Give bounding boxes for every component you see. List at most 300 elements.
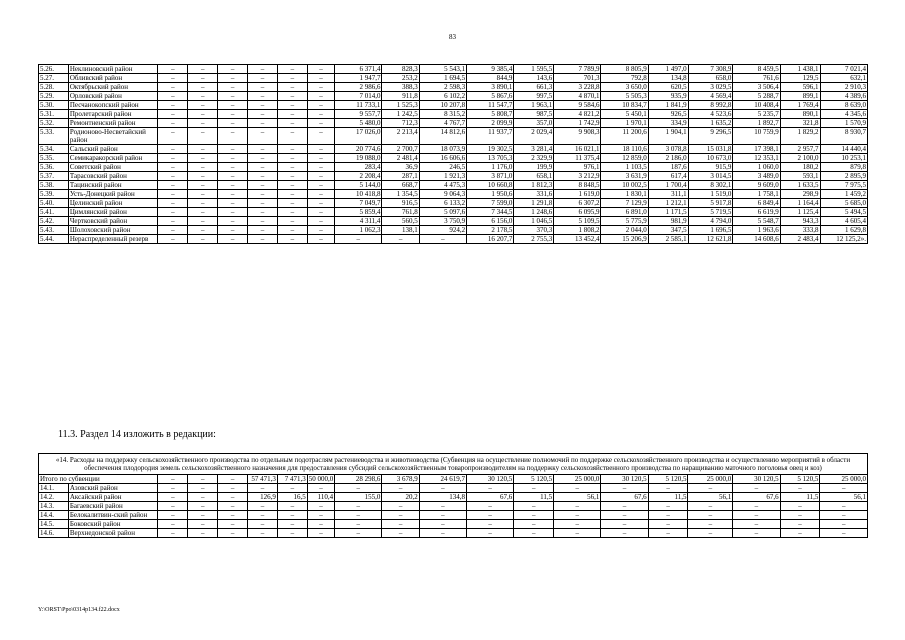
row-number: 5.34. bbox=[39, 145, 69, 154]
value-cell: 1 950,6 bbox=[467, 190, 514, 199]
value-cell: 1 060,0 bbox=[733, 163, 780, 172]
value-cell: 761,6 bbox=[733, 74, 780, 83]
value-cell: – bbox=[601, 484, 648, 493]
value-cell: 761,8 bbox=[382, 208, 419, 217]
total-value-cell: 5 120,5 bbox=[514, 475, 554, 484]
value-cell: 7 129,9 bbox=[601, 199, 648, 208]
value-cell: 6 371,4 bbox=[335, 65, 382, 74]
value-cell: – bbox=[158, 502, 188, 511]
value-cell: – bbox=[307, 92, 334, 101]
value-cell: 2 186,0 bbox=[648, 154, 688, 163]
value-cell: 620,5 bbox=[648, 83, 688, 92]
value-cell: – bbox=[188, 110, 218, 119]
value-cell: – bbox=[188, 199, 218, 208]
value-cell: 11 200,6 bbox=[601, 128, 648, 145]
value-cell: – bbox=[277, 83, 307, 92]
value-cell: 911,8 bbox=[382, 92, 419, 101]
value-cell: 6 619,9 bbox=[733, 208, 780, 217]
value-cell: 6 891,0 bbox=[601, 208, 648, 217]
value-cell: – bbox=[248, 190, 278, 199]
value-cell: – bbox=[158, 520, 188, 529]
value-cell: – bbox=[514, 502, 554, 511]
total-value-cell: 25 000,0 bbox=[554, 475, 601, 484]
value-cell: 347,5 bbox=[648, 226, 688, 235]
value-cell: 19 302,5 bbox=[467, 145, 514, 154]
value-cell: 3 506,4 bbox=[733, 83, 780, 92]
row-number: 5.36. bbox=[39, 163, 69, 172]
value-cell: 334,9 bbox=[648, 119, 688, 128]
value-cell: – bbox=[158, 181, 188, 190]
value-cell: – bbox=[158, 235, 188, 244]
value-cell: 658,0 bbox=[688, 74, 733, 83]
value-cell: 3 014,5 bbox=[688, 172, 733, 181]
total-label: Итого по субвенции bbox=[39, 475, 158, 484]
value-cell: – bbox=[307, 181, 334, 190]
value-cell: 56,1 bbox=[820, 493, 868, 502]
value-cell: – bbox=[820, 502, 868, 511]
district-name: Цимлянский район bbox=[68, 208, 158, 217]
value-cell: 126,9 bbox=[248, 493, 278, 502]
value-cell: – bbox=[688, 511, 733, 520]
value-cell: 1 904,1 bbox=[648, 128, 688, 145]
value-cell: 321,8 bbox=[780, 119, 820, 128]
value-cell: – bbox=[188, 502, 218, 511]
value-cell: 1 830,1 bbox=[601, 190, 648, 199]
row-number: 5.39. bbox=[39, 190, 69, 199]
value-cell: – bbox=[733, 502, 780, 511]
value-cell: – bbox=[277, 65, 307, 74]
value-cell: – bbox=[307, 83, 334, 92]
value-cell: 4 345,6 bbox=[820, 110, 867, 119]
district-name: Октябрьский район bbox=[68, 83, 158, 92]
value-cell: – bbox=[688, 529, 733, 538]
value-cell: – bbox=[248, 119, 278, 128]
row-number: 5.27. bbox=[39, 74, 69, 83]
value-cell: 828,3 bbox=[382, 65, 419, 74]
value-cell: 67,6 bbox=[601, 493, 648, 502]
table-row bbox=[39, 511, 868, 520]
row-number: 14.6. bbox=[39, 529, 69, 538]
value-cell: 10 673,0 bbox=[688, 154, 733, 163]
value-cell: 5 288,7 bbox=[733, 92, 780, 101]
value-cell: 17 026,0 bbox=[335, 128, 382, 145]
value-cell: – bbox=[218, 235, 248, 244]
value-cell: 4 794,0 bbox=[688, 217, 733, 226]
value-cell: 3 029,5 bbox=[688, 83, 733, 92]
value-cell: 1 829,2 bbox=[780, 128, 820, 145]
value-cell: – bbox=[307, 235, 334, 244]
table-row bbox=[39, 163, 868, 172]
value-cell: 1 694,5 bbox=[419, 74, 466, 83]
value-cell: – bbox=[248, 163, 278, 172]
value-cell: 14 440,4 bbox=[820, 145, 867, 154]
value-cell: 1 459,2 bbox=[820, 190, 867, 199]
value-cell: 943,3 bbox=[780, 217, 820, 226]
value-cell: 6 102,2 bbox=[419, 92, 466, 101]
value-cell: – bbox=[218, 529, 248, 538]
district-name: Багаевский район bbox=[68, 502, 158, 511]
value-cell: 287,1 bbox=[382, 172, 419, 181]
value-cell: – bbox=[277, 110, 307, 119]
value-cell: 4 821,2 bbox=[554, 110, 601, 119]
value-cell: 2 329,9 bbox=[514, 154, 554, 163]
table-row bbox=[39, 83, 868, 92]
row-number: 5.43. bbox=[39, 226, 69, 235]
value-cell: 11,5 bbox=[648, 493, 688, 502]
value-cell: 8 930,7 bbox=[820, 128, 867, 145]
value-cell: – bbox=[307, 511, 334, 520]
value-cell: – bbox=[780, 520, 820, 529]
value-cell: 997,5 bbox=[514, 92, 554, 101]
value-cell: – bbox=[188, 520, 218, 529]
value-cell: 333,8 bbox=[780, 226, 820, 235]
value-cell: – bbox=[248, 110, 278, 119]
value-cell: – bbox=[335, 529, 382, 538]
value-cell: – bbox=[248, 511, 278, 520]
value-cell: – bbox=[158, 511, 188, 520]
value-cell: – bbox=[248, 92, 278, 101]
row-number: 5.37. bbox=[39, 172, 69, 181]
value-cell: – bbox=[158, 529, 188, 538]
value-cell: 5 548,7 bbox=[733, 217, 780, 226]
value-cell: – bbox=[248, 172, 278, 181]
value-cell: 792,8 bbox=[601, 74, 648, 83]
district-name: Тацинский район bbox=[68, 181, 158, 190]
table-row bbox=[39, 226, 868, 235]
value-cell: 3 750,9 bbox=[419, 217, 466, 226]
value-cell: – bbox=[188, 493, 218, 502]
value-cell: – bbox=[248, 217, 278, 226]
table-row bbox=[39, 128, 868, 145]
value-cell: 2 481,4 bbox=[382, 154, 419, 163]
value-cell: 11 375,4 bbox=[554, 154, 601, 163]
total-value-cell: 3 678,9 bbox=[382, 475, 419, 484]
value-cell: 7 344,5 bbox=[467, 208, 514, 217]
table-row bbox=[39, 199, 868, 208]
value-cell: 4 605,4 bbox=[820, 217, 867, 226]
value-cell: 5 859,4 bbox=[335, 208, 382, 217]
value-cell: – bbox=[248, 65, 278, 74]
value-cell: – bbox=[277, 190, 307, 199]
value-cell: – bbox=[248, 226, 278, 235]
value-cell: 5 097,6 bbox=[419, 208, 466, 217]
value-cell: 658,1 bbox=[514, 172, 554, 181]
value-cell: 701,3 bbox=[554, 74, 601, 83]
budget-table-section-5 bbox=[38, 64, 868, 244]
budget-table-section-14 bbox=[38, 453, 868, 538]
value-cell: – bbox=[554, 520, 601, 529]
value-cell: 18 073,9 bbox=[419, 145, 466, 154]
value-cell: – bbox=[688, 520, 733, 529]
value-cell: 7 014,0 bbox=[335, 92, 382, 101]
value-cell: 56,1 bbox=[554, 493, 601, 502]
value-cell: 1 176,0 bbox=[467, 163, 514, 172]
value-cell: – bbox=[158, 199, 188, 208]
value-cell: 1 164,4 bbox=[780, 199, 820, 208]
row-number: 14.3. bbox=[39, 502, 69, 511]
value-cell: – bbox=[218, 484, 248, 493]
table-row bbox=[39, 119, 868, 128]
value-cell: 890,1 bbox=[780, 110, 820, 119]
value-cell: 1 497,0 bbox=[648, 65, 688, 74]
total-value-cell: 30 120,5 bbox=[733, 475, 780, 484]
value-cell: – bbox=[277, 128, 307, 145]
value-cell: 8 639,0 bbox=[820, 101, 867, 110]
value-cell: – bbox=[277, 226, 307, 235]
value-cell: 1 635,2 bbox=[688, 119, 733, 128]
value-cell: – bbox=[218, 74, 248, 83]
value-cell: 916,5 bbox=[382, 199, 419, 208]
value-cell: 9 908,3 bbox=[554, 128, 601, 145]
value-cell: 1 696,5 bbox=[688, 226, 733, 235]
value-cell: 283,4 bbox=[335, 163, 382, 172]
total-value-cell: 24 619,7 bbox=[419, 475, 466, 484]
row-number: 5.31. bbox=[39, 110, 69, 119]
value-cell: – bbox=[277, 92, 307, 101]
value-cell: – bbox=[780, 502, 820, 511]
value-cell: 926,5 bbox=[648, 110, 688, 119]
value-cell: – bbox=[218, 83, 248, 92]
value-cell: – bbox=[277, 74, 307, 83]
value-cell: – bbox=[307, 529, 334, 538]
value-cell: 11,5 bbox=[514, 493, 554, 502]
value-cell: – bbox=[335, 511, 382, 520]
value-cell: 2 700,7 bbox=[382, 145, 419, 154]
row-number: 5.26. bbox=[39, 65, 69, 74]
total-value-cell: 50 000,0 bbox=[308, 475, 334, 483]
row-number: 5.38. bbox=[39, 181, 69, 190]
value-cell: – bbox=[554, 502, 601, 511]
value-cell: 18 110,6 bbox=[601, 145, 648, 154]
value-cell: – bbox=[277, 154, 307, 163]
value-cell: 4 523,6 bbox=[688, 110, 733, 119]
value-cell: 560,5 bbox=[382, 217, 419, 226]
value-cell: 1 970,1 bbox=[601, 119, 648, 128]
value-cell: 311,1 bbox=[648, 190, 688, 199]
value-cell: 3 228,8 bbox=[554, 83, 601, 92]
value-cell: – bbox=[307, 484, 334, 493]
value-cell: 5 685,0 bbox=[820, 199, 867, 208]
value-cell: 67,6 bbox=[467, 493, 514, 502]
row-number: 14.4. bbox=[39, 511, 69, 520]
district-name: Советский район bbox=[68, 163, 158, 172]
value-cell: – bbox=[218, 511, 248, 520]
value-cell: 187,6 bbox=[648, 163, 688, 172]
value-cell: – bbox=[248, 101, 278, 110]
value-cell: – bbox=[218, 190, 248, 199]
value-cell: 2 483,4 bbox=[780, 235, 820, 244]
value-cell: 9 385,4 bbox=[467, 65, 514, 74]
value-cell: 155,0 bbox=[335, 493, 382, 502]
value-cell: 1 742,9 bbox=[554, 119, 601, 128]
value-cell: 5 775,9 bbox=[601, 217, 648, 226]
value-cell: 1 619,0 bbox=[554, 190, 601, 199]
value-cell: – bbox=[158, 154, 188, 163]
value-cell: – bbox=[188, 190, 218, 199]
value-cell: 7 599,0 bbox=[467, 199, 514, 208]
value-cell: 19 088,0 bbox=[335, 154, 382, 163]
value-cell: 5 109,5 bbox=[554, 217, 601, 226]
value-cell: 199,9 bbox=[514, 163, 554, 172]
value-cell: – bbox=[218, 92, 248, 101]
value-cell: 2 208,4 bbox=[335, 172, 382, 181]
value-cell: 3 078,8 bbox=[648, 145, 688, 154]
table-row bbox=[39, 208, 868, 217]
value-cell: 935,9 bbox=[648, 92, 688, 101]
value-cell: – bbox=[158, 74, 188, 83]
value-cell: – bbox=[188, 101, 218, 110]
value-cell: 10 408,4 bbox=[733, 101, 780, 110]
district-name: Чертковский район bbox=[68, 217, 158, 226]
table-row bbox=[39, 172, 868, 181]
table-header-row bbox=[39, 454, 868, 475]
value-cell: – bbox=[648, 502, 688, 511]
value-cell: 13 705,3 bbox=[467, 154, 514, 163]
value-cell: 4 475,3 bbox=[419, 181, 466, 190]
value-cell: – bbox=[601, 529, 648, 538]
value-cell: 7 975,5 bbox=[820, 181, 867, 190]
value-cell: 16 021,1 bbox=[554, 145, 601, 154]
value-cell: – bbox=[158, 190, 188, 199]
value-cell: – bbox=[514, 520, 554, 529]
value-cell: – bbox=[277, 163, 307, 172]
value-cell: 1 525,3 bbox=[382, 101, 419, 110]
value-cell: 2 099,9 bbox=[467, 119, 514, 128]
value-cell: 1 892,7 bbox=[733, 119, 780, 128]
value-cell: 5 808,7 bbox=[467, 110, 514, 119]
value-cell: – bbox=[218, 163, 248, 172]
value-cell: 5 867,6 bbox=[467, 92, 514, 101]
value-cell: – bbox=[248, 154, 278, 163]
value-cell: 1 248,6 bbox=[514, 208, 554, 217]
value-cell: – bbox=[820, 529, 868, 538]
value-cell: – bbox=[188, 235, 218, 244]
value-cell: 661,3 bbox=[514, 83, 554, 92]
value-cell: 3 281,4 bbox=[514, 145, 554, 154]
value-cell: 331,6 bbox=[514, 190, 554, 199]
value-cell: 1 570,9 bbox=[820, 119, 867, 128]
value-cell: – bbox=[382, 484, 419, 493]
value-cell: – bbox=[382, 529, 419, 538]
value-cell: 9 609,0 bbox=[733, 181, 780, 190]
value-cell: – bbox=[248, 208, 278, 217]
value-cell: – bbox=[307, 172, 334, 181]
value-cell: – bbox=[307, 199, 334, 208]
value-cell: – bbox=[820, 484, 868, 493]
value-cell: – bbox=[248, 74, 278, 83]
value-cell: – bbox=[467, 484, 514, 493]
value-cell: – bbox=[419, 529, 466, 538]
table-row bbox=[39, 92, 868, 101]
district-name: Неклиновский район bbox=[68, 65, 158, 74]
total-value-cell: – bbox=[188, 475, 218, 484]
value-cell: 7 021,4 bbox=[820, 65, 867, 74]
value-cell: – bbox=[158, 217, 188, 226]
value-cell: – bbox=[277, 101, 307, 110]
value-cell: 12 353,1 bbox=[733, 154, 780, 163]
value-cell: 1 963,6 bbox=[733, 226, 780, 235]
value-cell: – bbox=[307, 128, 334, 145]
table-row bbox=[39, 181, 868, 190]
value-cell: 2 895,9 bbox=[820, 172, 867, 181]
table-row bbox=[39, 101, 868, 110]
district-name: Обливский район bbox=[68, 74, 158, 83]
row-number: 14.5. bbox=[39, 520, 69, 529]
district-name: Семикаракорский район bbox=[68, 154, 158, 163]
value-cell: – bbox=[248, 235, 278, 244]
value-cell: 8 315,2 bbox=[419, 110, 466, 119]
value-cell: – bbox=[277, 235, 307, 244]
value-cell: 1 354,5 bbox=[382, 190, 419, 199]
value-cell: 1 758,1 bbox=[733, 190, 780, 199]
total-value-cell: 28 298,6 bbox=[335, 475, 382, 484]
value-cell: 2 044,0 bbox=[601, 226, 648, 235]
district-name: Родионово-Несветайский район bbox=[68, 128, 158, 145]
value-cell: 3 489,0 bbox=[733, 172, 780, 181]
value-cell: 17 398,1 bbox=[733, 145, 780, 154]
value-cell: 2 755,3 bbox=[514, 235, 554, 244]
value-cell: – bbox=[277, 199, 307, 208]
value-cell: 1 841,9 bbox=[648, 101, 688, 110]
value-cell: 5 719,5 bbox=[688, 208, 733, 217]
value-cell: – bbox=[648, 520, 688, 529]
value-cell: 712,3 bbox=[382, 119, 419, 128]
value-cell: 617,4 bbox=[648, 172, 688, 181]
row-number: 5.35. bbox=[39, 154, 69, 163]
value-cell: 11,5 bbox=[780, 493, 820, 502]
district-name: Боковский район bbox=[68, 520, 158, 529]
value-cell: – bbox=[601, 511, 648, 520]
value-cell: – bbox=[218, 128, 248, 145]
district-name: Верхнедонской район bbox=[68, 529, 158, 538]
value-cell: – bbox=[419, 235, 466, 244]
value-cell: – bbox=[467, 502, 514, 511]
value-cell: – bbox=[218, 119, 248, 128]
value-cell: – bbox=[188, 119, 218, 128]
value-cell: – bbox=[780, 529, 820, 538]
value-cell: – bbox=[188, 484, 218, 493]
value-cell: 14 608,6 bbox=[733, 235, 780, 244]
value-cell: – bbox=[382, 520, 419, 529]
value-cell: 5 917,8 bbox=[688, 199, 733, 208]
value-cell: – bbox=[307, 119, 334, 128]
value-cell: 844,9 bbox=[467, 74, 514, 83]
value-cell: – bbox=[820, 511, 868, 520]
value-cell: – bbox=[335, 520, 382, 529]
value-cell: – bbox=[188, 128, 218, 145]
value-cell: 2 100,0 bbox=[780, 154, 820, 163]
value-cell: 3 871,0 bbox=[467, 172, 514, 181]
value-cell: – bbox=[277, 217, 307, 226]
value-cell: – bbox=[419, 511, 466, 520]
value-cell: 5 144,0 bbox=[335, 181, 382, 190]
value-cell: 593,1 bbox=[780, 172, 820, 181]
value-cell: – bbox=[277, 520, 307, 529]
value-cell: – bbox=[158, 493, 188, 502]
value-cell: – bbox=[514, 529, 554, 538]
district-name: Ремонтненский район bbox=[68, 119, 158, 128]
district-name: Сальский район bbox=[68, 145, 158, 154]
value-cell: – bbox=[188, 65, 218, 74]
value-cell: – bbox=[188, 74, 218, 83]
value-cell: 2 598,3 bbox=[419, 83, 466, 92]
value-cell: 3 650,0 bbox=[601, 83, 648, 92]
value-cell: 12 621,8 bbox=[688, 235, 733, 244]
value-cell: 632,1 bbox=[820, 74, 867, 83]
section-14-title: «14. Расходы на поддержку сельскохозяйственного производства по отдельным подотраслям растениеводства и животноводства (Субвенция на осуществление полномочий по поддержке сельскохозяйственного производства и осуществлению мероприятий в области обеспечения плодородия земель сельскохозяйственного назначения для предоставления субсидий сельскохозяйственным товаропроизводителям на поддержку сельскохозяйственного производства по наращиванию маточного поголовья овец и коз) bbox=[39, 454, 868, 475]
value-cell: 10 002,5 bbox=[601, 181, 648, 190]
table-row bbox=[39, 74, 868, 83]
